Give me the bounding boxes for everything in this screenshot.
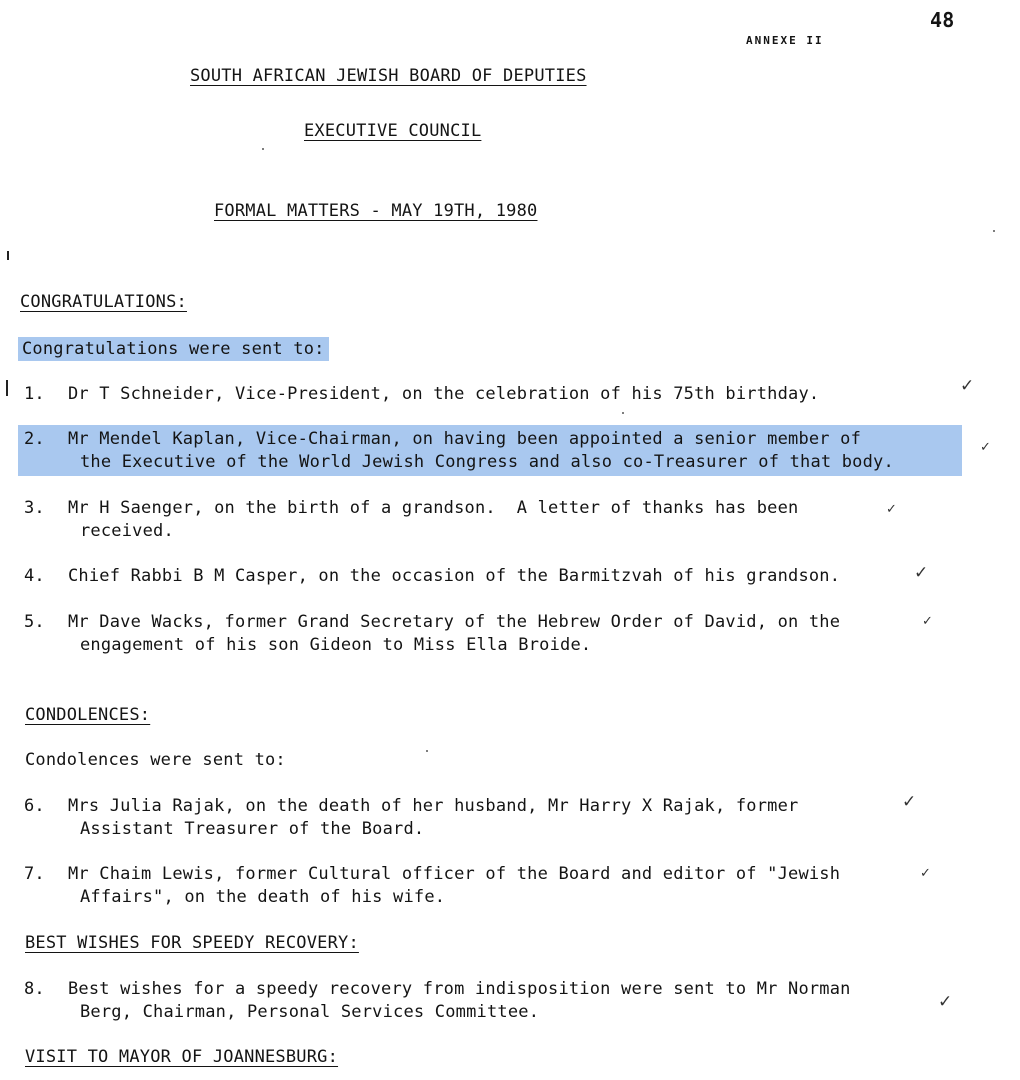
stray-dot [993, 230, 995, 232]
item-text: Best wishes for a speedy recovery from indisposition were sent to Mr Norman [68, 979, 851, 999]
stray-dot [426, 750, 428, 752]
best-wishes-heading: BEST WISHES FOR SPEEDY RECOVERY: [25, 933, 359, 953]
item-text: Berg, Chairman, Personal Services Committee. [80, 1002, 540, 1022]
checkmark-icon: ✓ [920, 866, 932, 881]
condolences-heading: CONDOLENCES: [25, 705, 151, 725]
item-number: 2. [24, 429, 45, 449]
item-number: 8. [24, 979, 45, 999]
item-text: Mr Dave Wacks, former Grand Secretary of the Hebrew Order of David, on the [68, 612, 841, 632]
item-text: engagement of his son Gideon to Miss Ella Broide. [80, 635, 592, 655]
visit-heading: VISIT TO MAYOR OF JOANNESBURG: [25, 1047, 339, 1067]
congratulations-heading: CONGRATULATIONS: [20, 292, 187, 312]
item-number: 3. [24, 498, 45, 518]
document-title: SOUTH AFRICAN JEWISH BOARD OF DEPUTIES [190, 66, 587, 86]
item-number: 7. [24, 864, 45, 884]
item-number: 4. [24, 566, 45, 586]
item-text: Mrs Julia Rajak, on the death of her husband, Mr Harry X Rajak, former [68, 796, 799, 816]
item-text: the Executive of the World Jewish Congress and also co-Treasurer of that body. [80, 452, 894, 472]
item-text: received. [80, 521, 174, 541]
item-text: Assistant Treasurer of the Board. [80, 819, 425, 839]
stray-dot [622, 412, 624, 414]
item-number: 5. [24, 612, 45, 632]
stray-dot [262, 148, 264, 150]
page-number: 48 [930, 8, 955, 32]
checkmark-icon: ✓ [980, 440, 992, 455]
checkmark-icon: ✓ [938, 992, 953, 1012]
margin-mark [6, 380, 8, 396]
margin-mark [7, 251, 9, 260]
item-text: Mr H Saenger, on the birth of a grandson. A letter of thanks has been [68, 498, 799, 518]
item-text: Affairs", on the death of his wife. [80, 887, 446, 907]
checkmark-icon: ✓ [902, 792, 917, 812]
item-number: 6. [24, 796, 45, 816]
item-text: Dr T Schneider, Vice-President, on the celebration of his 75th birthday. [68, 384, 820, 404]
annexe-label: ANNEXE II [746, 34, 824, 47]
congratulations-intro: Congratulations were sent to: [18, 337, 329, 361]
item-text: Mr Mendel Kaplan, Vice-Chairman, on having been appointed a senior member of [68, 429, 862, 449]
checkmark-icon: ✓ [914, 563, 929, 583]
checkmark-icon: ✓ [886, 502, 898, 517]
item-text: Mr Chaim Lewis, former Cultural officer of the Board and editor of "Jewish [68, 864, 841, 884]
council-title: EXECUTIVE COUNCIL [304, 121, 482, 141]
condolences-intro: Condolences were sent to: [25, 750, 286, 770]
item-number: 1. [24, 384, 45, 404]
checkmark-icon: ✓ [922, 614, 934, 629]
meeting-subtitle: FORMAL MATTERS - MAY 19TH, 1980 [214, 201, 538, 221]
checkmark-icon: ✓ [960, 376, 975, 396]
item-text: Chief Rabbi B M Casper, on the occasion of the Barmitzvah of his grandson. [68, 566, 841, 586]
